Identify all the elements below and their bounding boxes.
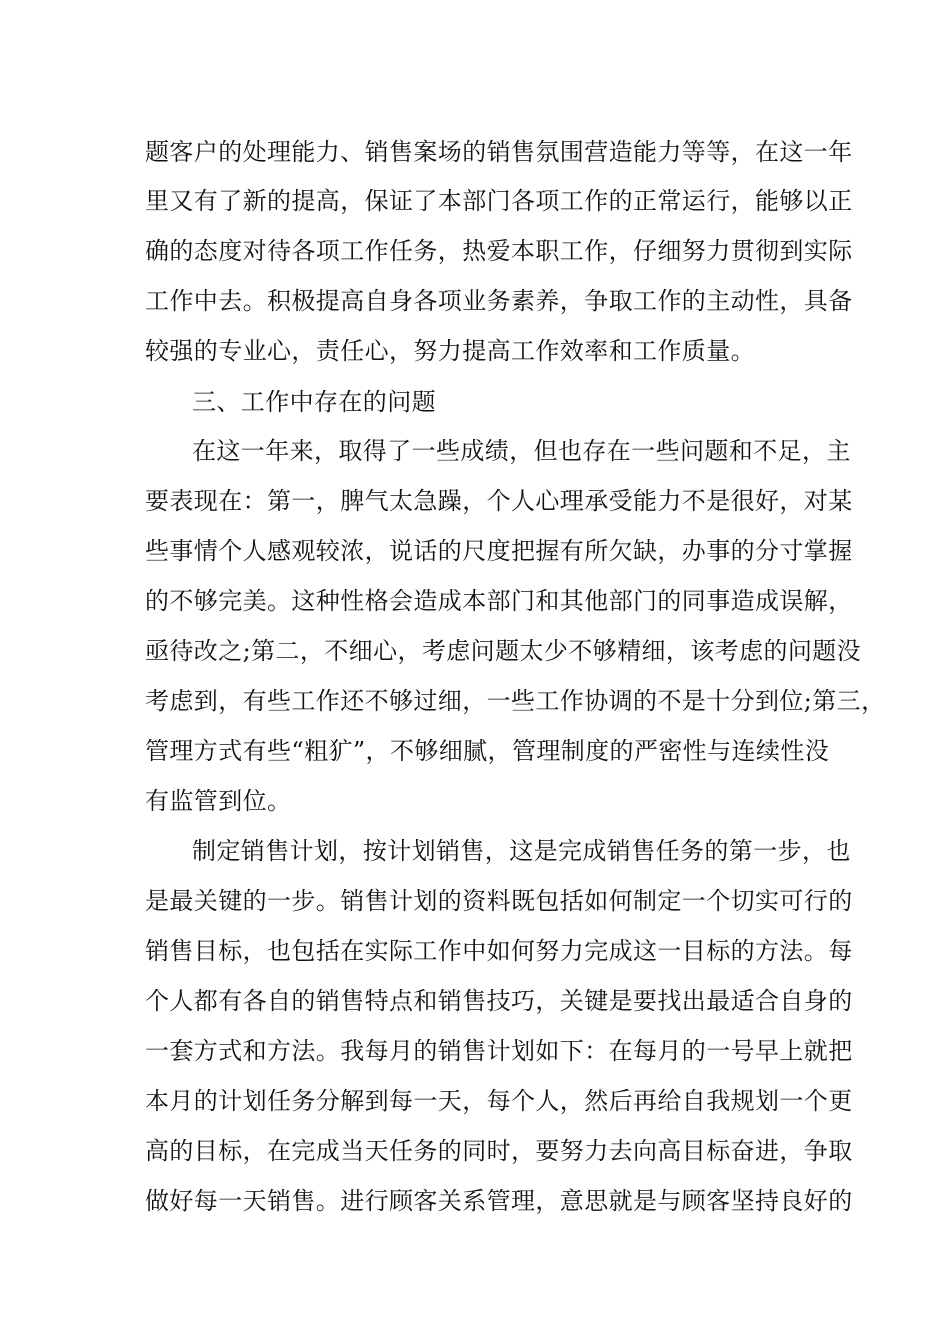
- text-line: 销售目标，也包括在实际工作中如何努力完成这一目标的方法。每: [145, 937, 853, 965]
- text-line: 的不够完美。这种性格会造成本部门和其他部门的同事造成误解，: [145, 587, 853, 615]
- text-line: 本月的计划任务分解到每一天，每个人，然后再给自我规划一个更: [145, 1087, 853, 1115]
- text-line: 些事情个人感观较浓，说话的尺度把握有所欠缺，办事的分寸掌握: [145, 537, 853, 565]
- text-line: 管理方式有些“粗犷”，不够细腻，管理制度的严密性与连续性没: [145, 737, 830, 765]
- text-line: 要表现在：第一，脾气太急躁，个人心理承受能力不是很好，对某: [145, 487, 853, 515]
- text-line: 高的目标，在完成当天任务的同时，要努力去向高目标奋进，争取: [145, 1137, 853, 1165]
- text-line: 是最关键的一步。销售计划的资料既包括如何制定一个切实可行的: [145, 887, 853, 915]
- section-heading: 三、工作中存在的问题: [192, 388, 436, 416]
- text-line: 有监管到位。: [145, 787, 292, 815]
- text-line: 亟待改之;第二，不细心，考虑问题太少不够精细，该考虑的问题没: [145, 637, 862, 665]
- text-line: 在这一年来，取得了一些成绩，但也存在一些问题和不足，主: [192, 437, 851, 465]
- text-line: 做好每一天销售。进行顾客关系管理，意思就是与顾客坚持良好的: [145, 1187, 853, 1215]
- text-line: 个人都有各自的销售特点和销售技巧，关键是要找出最适合自身的: [145, 987, 853, 1015]
- text-line: 工作中去。积极提高自身各项业务素养，争取工作的主动性，具备: [145, 287, 853, 315]
- text-line: 一套方式和方法。我每月的销售计划如下：在每月的一号早上就把: [145, 1037, 853, 1065]
- text-line: 里又有了新的提高，保证了本部门各项工作的正常运行，能够以正: [145, 187, 853, 215]
- text-line: 考虑到，有些工作还不够过细，一些工作协调的不是十分到位;第三，: [145, 687, 886, 715]
- text-line: 较强的专业心，责任心，努力提高工作效率和工作质量。: [145, 337, 755, 365]
- text-line: 确的态度对待各项工作任务，热爱本职工作，仔细努力贯彻到实际: [145, 237, 853, 265]
- text-line: 题客户的处理能力、销售案场的销售氛围营造能力等等，在这一年: [145, 138, 853, 166]
- text-line: 制定销售计划，按计划销售，这是完成销售任务的第一步，也: [192, 837, 851, 865]
